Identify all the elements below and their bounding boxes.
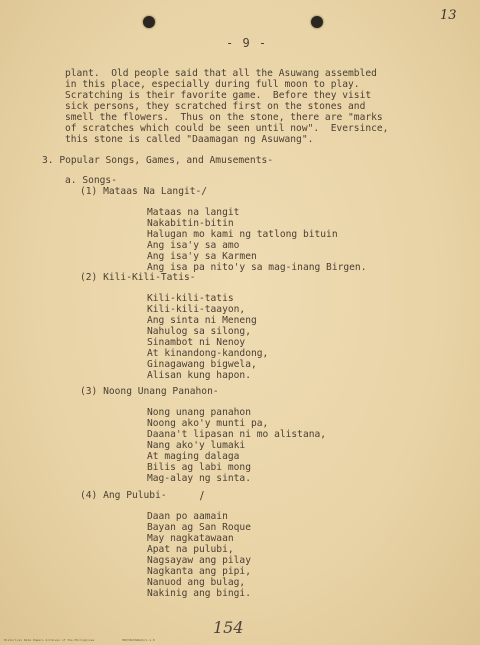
song-line: Noong ako'y munti pa, [147, 418, 269, 429]
song-line: Nagsayaw ang pilay [147, 555, 251, 566]
paragraph-line: plant. Old people said that all the Asuwang assembled [65, 68, 377, 79]
section-heading: 3. Popular Songs, Games, and Amusements- [42, 155, 274, 166]
song-line: Ang isa pa nito'y sa mag-inang Birgen. [147, 262, 367, 273]
check-mark: / [200, 489, 204, 502]
song-line: Ginagawang bigwela, [147, 359, 257, 370]
song-line: Nahulog sa silong, [147, 326, 251, 337]
song-title: (3) Noong Unang Panahon- [80, 386, 219, 397]
subsection-heading: a. Songs- [65, 175, 117, 186]
song-line: Alisan kung hapon. [147, 370, 251, 381]
paragraph-line: smell the flowers. Thus on the stone, there are "marks [65, 112, 383, 123]
song-line: Nang ako'y lumaki [147, 440, 246, 451]
song-line: May nagkatawaan [147, 533, 234, 544]
song-line: Ang isa'y sa amo [147, 240, 240, 251]
song-line: Bilis ag labi mong [147, 462, 251, 473]
paragraph-line: this stone is called "Daamagan ng Asuwang". [65, 134, 314, 145]
song-line: At kinandong-kandong, [147, 348, 269, 359]
paragraph-line: sick persons, they scratched first on the stones and [65, 101, 366, 112]
paragraph-line: of scratches which could be seen until now". Eversince, [65, 123, 389, 134]
song-line: Bayan ag San Roque [147, 522, 251, 533]
page-number: - 9 - [226, 36, 268, 50]
binder-hole-right [311, 16, 323, 28]
song-title: (4) Ang Pulubi- [80, 490, 167, 501]
song-line: Sinambot ni Nenoy [147, 337, 246, 348]
song-line: Nong unang panahon [147, 407, 251, 418]
handwritten-page-number: 154 [213, 618, 244, 637]
song-line: At maging dalaga [147, 451, 240, 462]
song-line: Daana't lipasan ni mo alistana, [147, 429, 327, 440]
song-line: Nanuod ang bulag, [147, 577, 246, 588]
song-line: Mag-alay ng sinta. [147, 473, 251, 484]
song-title: (1) Mataas Na Langit-/ [80, 186, 208, 197]
song-line: Kili-kili-tatis [147, 293, 234, 304]
song-line: Ang isa'y sa Karmen [147, 251, 257, 262]
song-title: (2) Kili-Kili-Tatis- [80, 272, 196, 283]
song-line: Kili-kili-taayon, [147, 304, 246, 315]
paragraph-line: in this place, especially during full moon to play. [65, 79, 360, 90]
binder-hole-left [143, 16, 155, 28]
footer-archive-text: Historical Data Papers Archives of the Philippines [4, 638, 95, 642]
footer-reference-text: HDP/BATANGAS/1.1.0 [122, 638, 155, 642]
song-line: Halugan mo kami ng tatlong bituin [147, 229, 338, 240]
song-line: Daan po aamain [147, 511, 228, 522]
song-line: Ang sinta ni Meneng [147, 315, 257, 326]
song-line: Mataas na langit [147, 207, 240, 218]
song-line: Apat na pulubi, [147, 544, 234, 555]
song-line: Nakabitin-bitin [147, 218, 234, 229]
song-line: Nakinig ang bingi. [147, 588, 251, 599]
corner-page-number: 13 [440, 8, 457, 23]
song-line: Nagkanta ang pipi, [147, 566, 251, 577]
paragraph-line: Scratching is their favorite game. Before they visit [65, 90, 372, 101]
